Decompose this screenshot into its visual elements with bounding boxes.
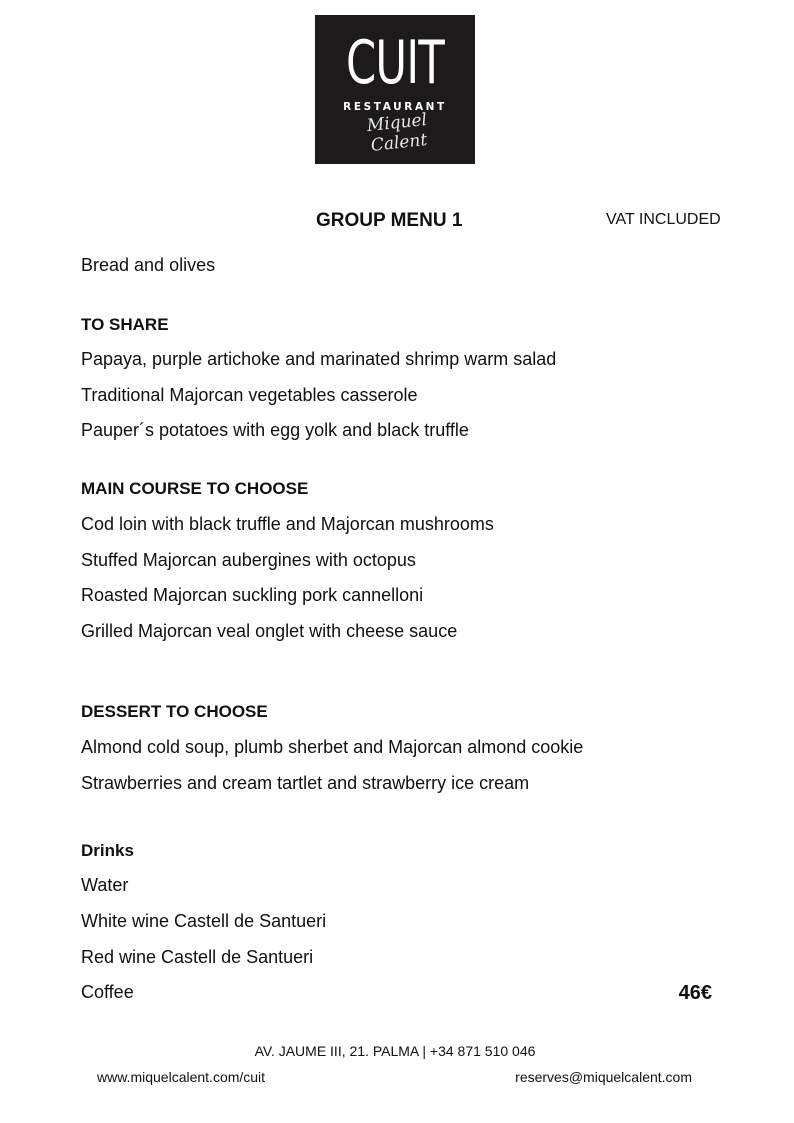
drink-item: Water: [81, 875, 129, 895]
footer-email-link[interactable]: reserves@miquelcalent.com: [515, 1069, 692, 1085]
menu-item: Grilled Majorcan veal onglet with cheese sauce: [81, 621, 458, 641]
restaurant-logo: [315, 15, 475, 164]
logo-brand-text: CUIT: [345, 28, 445, 98]
menu-item: Strawberries and cream tartlet and strawberry ice cream: [81, 773, 530, 793]
menu-item: Cod loin with black truffle and Majorcan mushrooms: [81, 514, 494, 534]
section-heading-dessert: DESSERT TO CHOOSE: [81, 702, 268, 721]
drink-item: Coffee: [81, 982, 134, 1002]
menu-price: 46€: [678, 982, 712, 1004]
section-heading-to-share: TO SHARE: [81, 315, 169, 334]
menu-item: Roasted Majorcan suckling pork cannelloni: [81, 585, 424, 605]
logo-signature: Miquel Calent: [365, 109, 429, 156]
drink-item: Red wine Castell de Santueri: [81, 947, 314, 967]
menu-item: Almond cold soup, plumb sherbet and Majorcan almond cookie: [81, 737, 584, 757]
footer-website-link[interactable]: www.miquelcalent.com/cuit: [97, 1069, 266, 1085]
menu-item: Stuffed Majorcan aubergines with octopus: [81, 550, 416, 570]
logo-subtitle: RESTAURANT: [343, 101, 447, 113]
section-heading-main-course: MAIN COURSE TO CHOOSE: [81, 479, 309, 498]
drink-item: White wine Castell de Santueri: [81, 911, 327, 931]
vat-note: VAT INCLUDED: [606, 211, 721, 228]
footer-address: AV. JAUME III, 21. PALMA | +34 871 510 046: [254, 1043, 536, 1059]
menu-item: Papaya, purple artichoke and marinated shrimp warm salad: [81, 349, 557, 369]
starter-item: Bread and olives: [81, 255, 216, 275]
section-heading-drinks: Drinks: [81, 841, 134, 860]
menu-title: GROUP MENU 1: [316, 210, 463, 231]
menu-item: Pauper´s potatoes with egg yolk and black truffle: [81, 420, 469, 440]
menu-item: Traditional Majorcan vegetables casserole: [81, 385, 418, 405]
